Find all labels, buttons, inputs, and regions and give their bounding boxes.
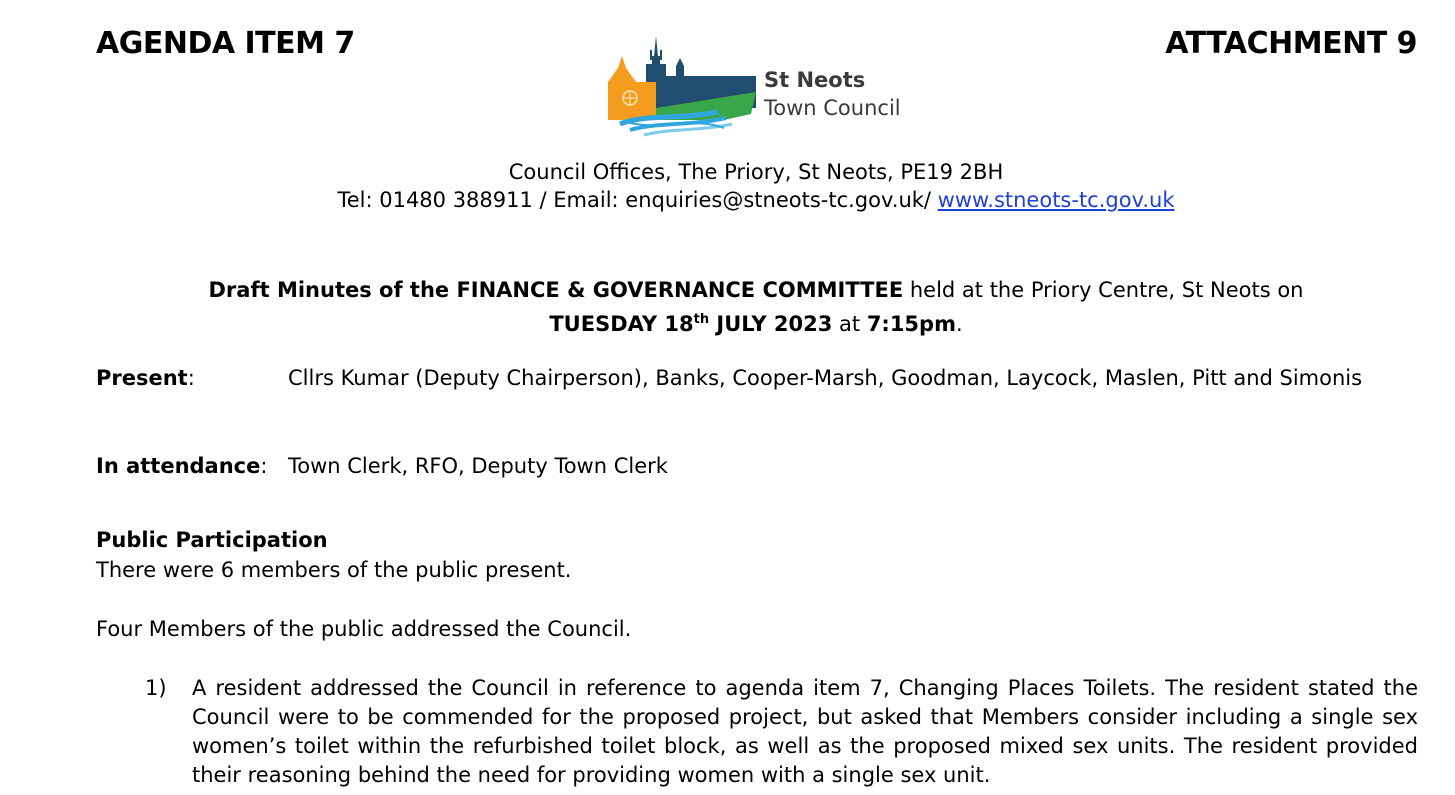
address-line: Council Offices, The Priory, St Neots, PE19 2BH: [508, 160, 1004, 184]
website-link[interactable]: www.stneots-tc.gov.uk: [937, 188, 1175, 212]
council-logo: [606, 36, 926, 138]
paragraph: Four Members of the public addressed the Council.: [96, 617, 632, 641]
title-period: .: [955, 312, 963, 336]
section-heading: Public Participation: [96, 528, 328, 552]
logo-name: St Neots: [764, 68, 866, 92]
attendance-label: [96, 452, 267, 481]
attendance-label-text: In attendance: [96, 454, 261, 478]
present-label: [96, 364, 195, 393]
meeting-date: [0, 305, 1455, 339]
at-text: at: [832, 312, 867, 336]
present-colon: :: [187, 366, 195, 390]
logo-subtitle: Town Council: [764, 96, 901, 120]
venue-text: held at the Priory Centre, St Neots on: [903, 278, 1304, 302]
contact-text: Tel: 01480 388911 / Email: enquiries@stneots-tc.gov.uk/: [337, 188, 938, 212]
list-item-number: 1): [145, 676, 167, 700]
church-logo-icon: [606, 36, 756, 138]
list-item-text: A resident addressed the Council in reference to agenda item 7, Changing Places Toilets. The resident stated the Council were to be commended for the proposed project, but asked that Members consider including a single sex women’s toilet within the refurbished toilet block, as well as the proposed mixed sex units. The resident provided their reasoning behind the need for providing women with a single sex unit.: [192, 676, 1418, 787]
present-label-text: Present: [96, 366, 188, 390]
attendance-colon: :: [260, 454, 268, 478]
paragraph: There were 6 members of the public present.: [96, 558, 572, 582]
date-suffix: th: [693, 312, 710, 327]
present-list: Cllrs Kumar (Deputy Chairperson), Banks, Cooper-Marsh, Goodman, Laycock, Maslen, Pitt and Simonis: [288, 366, 1363, 390]
attachment-label: ATTACHMENT 9: [1165, 26, 1417, 61]
committee-name: Draft Minutes of the FINANCE & GOVERNANCE COMMITTEE: [208, 278, 904, 302]
minutes-title: [0, 276, 1455, 305]
attendance-list: Town Clerk, RFO, Deputy Town Clerk: [288, 454, 668, 478]
meeting-time: 7:15pm: [866, 312, 956, 336]
agenda-item-label: AGENDA ITEM 7: [96, 26, 355, 61]
date-month-year: JULY 2023: [709, 312, 833, 336]
date-day: TUESDAY 18: [549, 312, 694, 336]
contact-line: [0, 186, 1455, 214]
